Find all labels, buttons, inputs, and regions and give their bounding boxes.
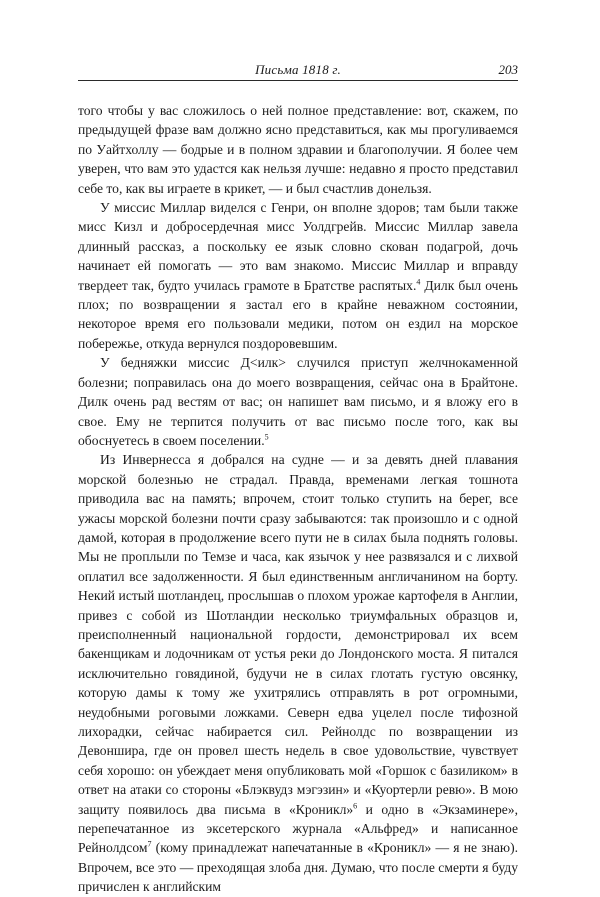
paragraph-text: и одно в «Экзаминере», перепечатанное из эксетерского журнала «Альфред» и написанное Рейнолдсом [78,801,519,856]
footnote-marker: 7 [147,839,152,849]
paragraph-text: Дилк был очень плох; по возвращении я застал его в крайне неважном состоянии, некоторое время его пользовали медики, потом он ездил на морское побережье, откуда вернулся поздоровевшим. [78,277,518,351]
header-rule [78,80,518,81]
footnote-marker: 6 [353,801,358,811]
paragraph [78,198,518,353]
paragraph-text: (кому принадлежат напечатанные в «Кроникл» — я не знаю). Впрочем, все это — преходящая злоба дня. Думаю, что после смерти я буду причислен к английским [78,840,518,895]
paragraph [78,450,518,896]
footnote-marker: 4 [416,277,421,287]
body-text [78,101,518,897]
page-header [78,60,518,80]
book-page [78,60,518,897]
paragraph [78,353,518,450]
running-title: Письма 1818 г. [255,62,341,77]
paragraph [78,101,518,198]
paragraph-text: У бедняжки миссис Д<илк> случился приступ желчнокаменной болезни; поправилась она до моего возвращения, сейчас она в Брайтоне. Дилк очень рад вестям от вас; он напишет вам письмо, и я вложу его в свое. Ему не терпится получить от вас письмо после того, как вы обоснуетесь в своем поселении. [78,355,518,448]
footnote-marker: 5 [264,432,269,442]
paragraph-text: Из Инвернесса я добрался на судне — и за девять дней плавания морской болезнью не страдал. Правда, временами легкая тошнота приводила вас на память; впрочем, стоит только ступить на берег, все ужасы морской болезни почти сразу забываются: так произошло и с одной дамой, которая в продолжение всего пути не в силах была поднять головы. Мы не проплыли по Темзе и часа, как язычок у нее развязался и с лихвой оплатил все задолженности. Я был единственным англичанином на борту. Некий истый шотландец, прослышав о плохом урожае картофеля в Англии, привез с собой из Шотландии несколько триумфальных образцов и, преисполненный национальной гордости, демонстрировал их всем бакенщикам и лодочникам от устья реки до Лондонского моста. Я питался исключительно говядиной, будучи не в силах глотать густую овсянку, которую дамы к тому же ухитрялись отправлять в рот огромными, неудобными роговыми ложками. Северн едва уцелел после тифозной лихорадки, сейчас набирается сил. Рейнолдс по возвращении из Девоншира, где он провел шесть недель в свое удовольствие, чувствует себя хорошо: он убеждает меня опубликовать мой «Горшок с базиликом» в ответ на атаки со стороны «Блэквудз мэгэзин» и «Куортерли ревю». В мою защиту появилось два письма в «Кроникл» [78,452,518,817]
paragraph-text: того чтобы у вас сложилось о ней полное представление: вот, скажем, по предыдущей фразе вам должно ясно представиться, как мы прогуливаемся по Уайтхоллу — бодрые и в полном здравии и благополучии. Я более чем уверен, что вам это удастся как нельзя лучше: недавно я просто представил себе то, как вы играете в крикет, — и был счастлив донельзя. [78,103,518,196]
page-number: 203 [498,62,518,77]
paragraph-text: У миссис Миллар виделся с Генри, он вполне здоров; там были также мисс Кизл и добросердечная мисс Уолдгрейв. Миссис Миллар завела длинный рассказ, а поскольку ее язык словно скован подагрой, дочь начинает ей помогать — это вам знакомо. Миссис Миллар и вправду твердеет так, будто училась грамоте в Братстве распятых. [78,200,518,293]
